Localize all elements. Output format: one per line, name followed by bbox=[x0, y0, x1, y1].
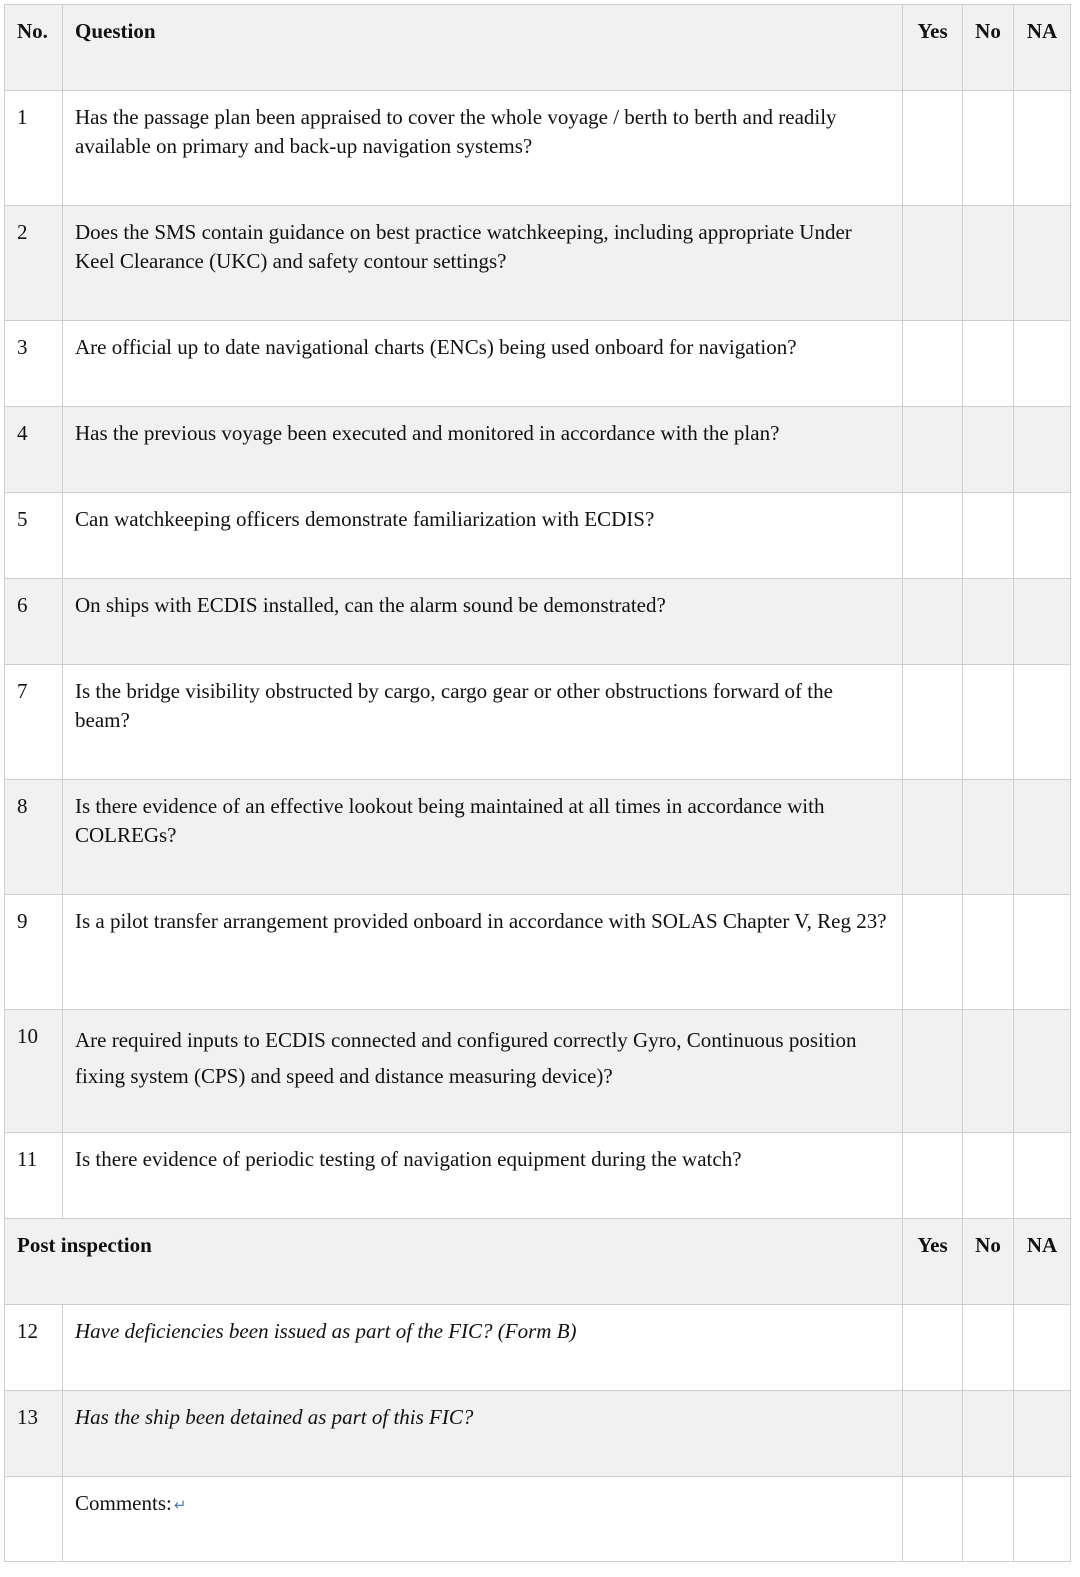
answer-yes-cell[interactable] bbox=[903, 1305, 963, 1391]
answer-na-cell[interactable] bbox=[1014, 780, 1071, 895]
answer-no-cell[interactable] bbox=[963, 91, 1014, 206]
answer-na-cell[interactable] bbox=[1014, 895, 1071, 1010]
row-number: 10 bbox=[5, 1010, 63, 1133]
row-question: Is a pilot transfer arrangement provided onboard in accordance with SOLAS Chapter V, Reg 23? bbox=[63, 895, 903, 1010]
row-question: Is the bridge visibility obstructed by cargo, cargo gear or other obstructions forward of the beam? bbox=[63, 665, 903, 780]
comments-number-cell bbox=[5, 1477, 63, 1562]
comments-row bbox=[5, 1477, 1071, 1562]
answer-na-cell[interactable] bbox=[1014, 493, 1071, 579]
comments-yes-cell bbox=[903, 1477, 963, 1562]
answer-yes-cell[interactable] bbox=[903, 895, 963, 1010]
row-number: 9 bbox=[5, 895, 63, 1010]
comments-cell[interactable] bbox=[63, 1477, 903, 1562]
row-question: Is there evidence of an effective lookout being maintained at all times in accordance with COLREGs? bbox=[63, 780, 903, 895]
answer-no-cell[interactable] bbox=[963, 895, 1014, 1010]
row-number: 6 bbox=[5, 579, 63, 665]
answer-na-cell[interactable] bbox=[1014, 1305, 1071, 1391]
table-header-row bbox=[5, 5, 1071, 91]
answer-no-cell[interactable] bbox=[963, 407, 1014, 493]
answer-yes-cell[interactable] bbox=[903, 1133, 963, 1219]
answer-yes-cell[interactable] bbox=[903, 1010, 963, 1133]
header-no-answer: No bbox=[963, 5, 1014, 91]
header-question: Question bbox=[63, 5, 903, 91]
table-row bbox=[5, 780, 1071, 895]
answer-na-cell[interactable] bbox=[1014, 321, 1071, 407]
answer-no-cell[interactable] bbox=[963, 1305, 1014, 1391]
answer-yes-cell[interactable] bbox=[903, 407, 963, 493]
row-number: 8 bbox=[5, 780, 63, 895]
answer-yes-cell[interactable] bbox=[903, 780, 963, 895]
row-number: 12 bbox=[5, 1305, 63, 1391]
post-inspection-title: Post inspection bbox=[5, 1219, 903, 1305]
post-inspection-header-row bbox=[5, 1219, 1071, 1305]
answer-yes-cell[interactable] bbox=[903, 91, 963, 206]
row-question: Have deficiencies been issued as part of the FIC? (Form B) bbox=[63, 1305, 903, 1391]
answer-na-cell[interactable] bbox=[1014, 407, 1071, 493]
answer-no-cell[interactable] bbox=[963, 1010, 1014, 1133]
answer-yes-cell[interactable] bbox=[903, 579, 963, 665]
row-number: 7 bbox=[5, 665, 63, 780]
table-row bbox=[5, 91, 1071, 206]
table-row bbox=[5, 665, 1071, 780]
table-row bbox=[5, 493, 1071, 579]
header-no: No. bbox=[5, 5, 63, 91]
table-row bbox=[5, 206, 1071, 321]
row-question: Are required inputs to ECDIS connected and configured correctly Gyro, Continuous position fixing system (CPS) and speed and distance measuring device)? bbox=[63, 1010, 903, 1133]
row-number: 1 bbox=[5, 91, 63, 206]
table-row bbox=[5, 407, 1071, 493]
table-row bbox=[5, 1391, 1071, 1477]
row-question: Has the ship been detained as part of this FIC? bbox=[63, 1391, 903, 1477]
inspection-checklist-table bbox=[4, 4, 1071, 1562]
comments-label: Comments: bbox=[75, 1491, 172, 1515]
answer-na-cell[interactable] bbox=[1014, 1010, 1071, 1133]
row-question: Does the SMS contain guidance on best practice watchkeeping, including appropriate Under Keel Clearance (UKC) and safety contour settings? bbox=[63, 206, 903, 321]
answer-na-cell[interactable] bbox=[1014, 665, 1071, 780]
answer-no-cell[interactable] bbox=[963, 1391, 1014, 1477]
answer-na-cell[interactable] bbox=[1014, 1391, 1071, 1477]
answer-na-cell[interactable] bbox=[1014, 1133, 1071, 1219]
row-number: 2 bbox=[5, 206, 63, 321]
answer-yes-cell[interactable] bbox=[903, 1391, 963, 1477]
row-question: Has the previous voyage been executed and monitored in accordance with the plan? bbox=[63, 407, 903, 493]
answer-yes-cell[interactable] bbox=[903, 321, 963, 407]
table-row bbox=[5, 321, 1071, 407]
header-yes: Yes bbox=[903, 5, 963, 91]
header-na: NA bbox=[1014, 5, 1071, 91]
table-row bbox=[5, 1133, 1071, 1219]
row-question: Has the passage plan been appraised to cover the whole voyage / berth to berth and readily available on primary and back-up navigation systems? bbox=[63, 91, 903, 206]
answer-no-cell[interactable] bbox=[963, 579, 1014, 665]
answer-yes-cell[interactable] bbox=[903, 665, 963, 780]
answer-no-cell[interactable] bbox=[963, 321, 1014, 407]
table-row bbox=[5, 579, 1071, 665]
answer-no-cell[interactable] bbox=[963, 1133, 1014, 1219]
post-header-yes: Yes bbox=[903, 1219, 963, 1305]
answer-yes-cell[interactable] bbox=[903, 206, 963, 321]
answer-na-cell[interactable] bbox=[1014, 91, 1071, 206]
row-number: 3 bbox=[5, 321, 63, 407]
row-number: 13 bbox=[5, 1391, 63, 1477]
answer-yes-cell[interactable] bbox=[903, 493, 963, 579]
comments-no-cell bbox=[963, 1477, 1014, 1562]
post-header-na: NA bbox=[1014, 1219, 1071, 1305]
row-question: Are official up to date navigational charts (ENCs) being used onboard for navigation? bbox=[63, 321, 903, 407]
answer-no-cell[interactable] bbox=[963, 493, 1014, 579]
comments-na-cell bbox=[1014, 1477, 1071, 1562]
table-row bbox=[5, 895, 1071, 1010]
row-number: 11 bbox=[5, 1133, 63, 1219]
answer-no-cell[interactable] bbox=[963, 665, 1014, 780]
answer-no-cell[interactable] bbox=[963, 780, 1014, 895]
table-row bbox=[5, 1010, 1071, 1133]
row-question: Is there evidence of periodic testing of navigation equipment during the watch? bbox=[63, 1133, 903, 1219]
row-question: Can watchkeeping officers demonstrate familiarization with ECDIS? bbox=[63, 493, 903, 579]
post-header-no: No bbox=[963, 1219, 1014, 1305]
row-number: 5 bbox=[5, 493, 63, 579]
answer-na-cell[interactable] bbox=[1014, 206, 1071, 321]
row-number: 4 bbox=[5, 407, 63, 493]
paragraph-return-icon: ↵ bbox=[173, 1496, 187, 1514]
answer-no-cell[interactable] bbox=[963, 206, 1014, 321]
table-row bbox=[5, 1305, 1071, 1391]
row-question: On ships with ECDIS installed, can the alarm sound be demonstrated? bbox=[63, 579, 903, 665]
answer-na-cell[interactable] bbox=[1014, 579, 1071, 665]
